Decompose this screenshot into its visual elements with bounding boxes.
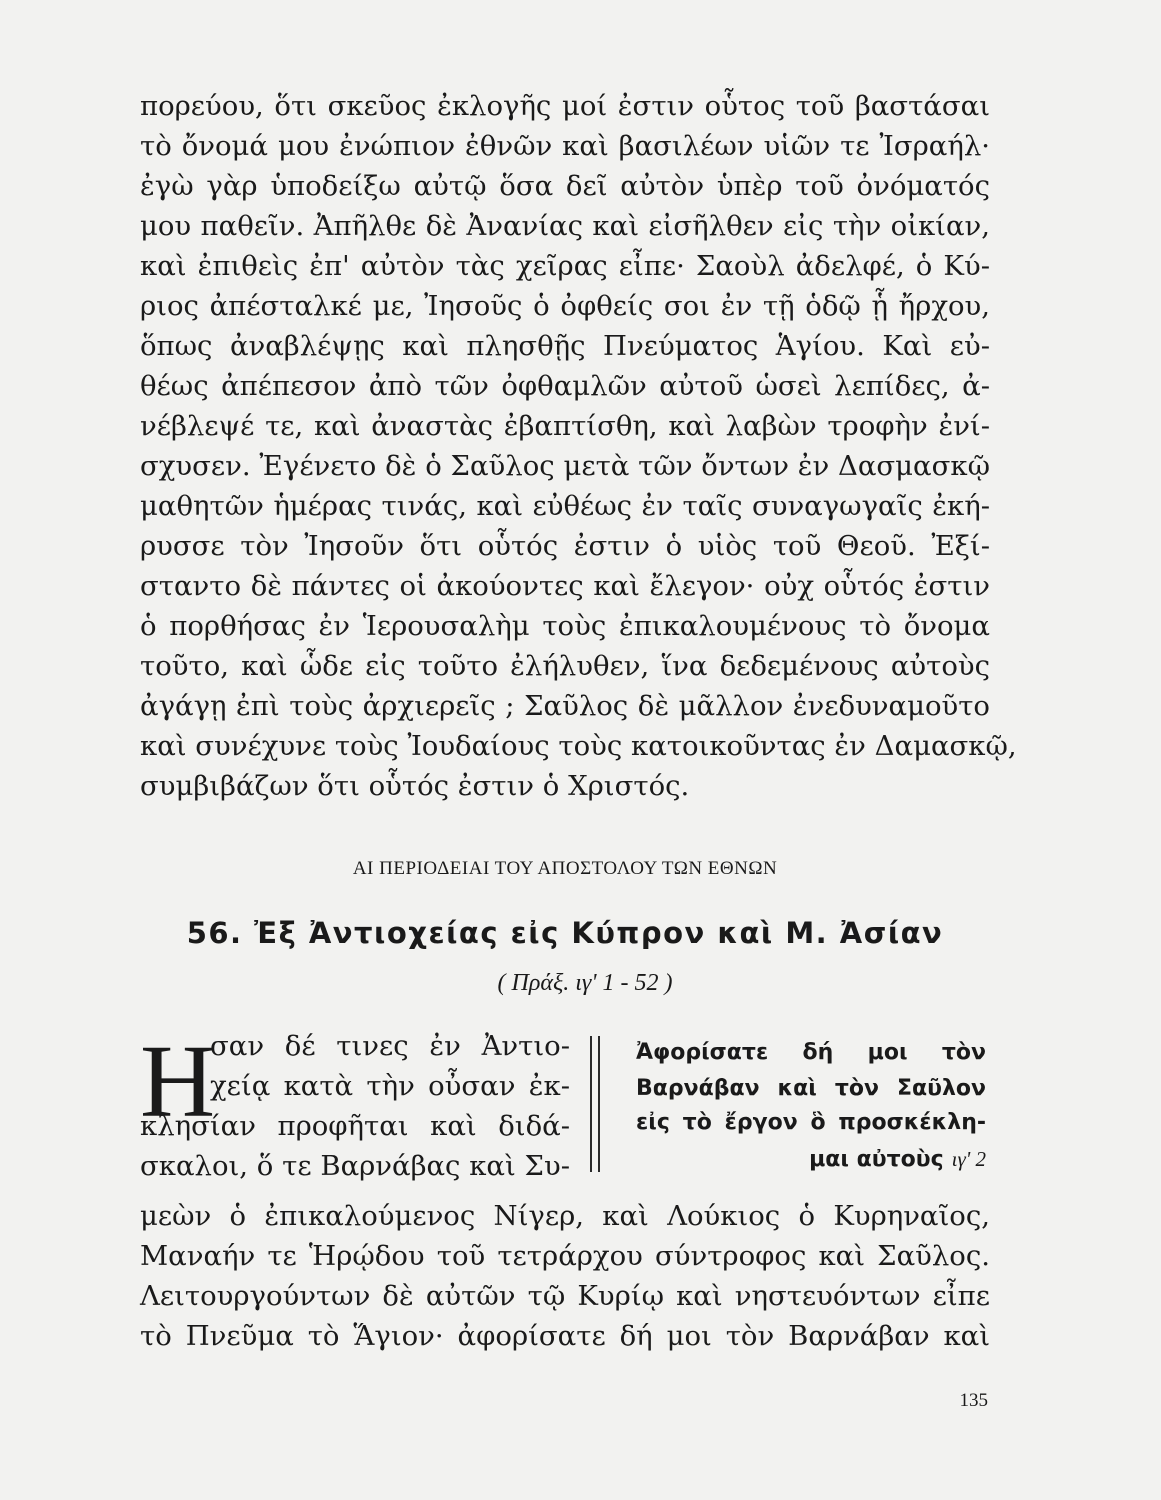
text-line: καὶ συνέχυνε τοὺς Ἰουδαίους τοὺς κατοικοῦντας ἐν Δαμασκῷ,	[140, 730, 1017, 762]
text-line: πορεύου, ὅτι σκεῦος ἐκλογῆς μοί ἐστιν οὗτος τοῦ βαστάσαι	[140, 90, 990, 122]
column-line: σκαλοι, ὅ τε Βαρνάβας καὶ Συ-	[140, 1150, 570, 1182]
text-line: σχυσεν. Ἐγένετο δὲ ὁ Σαῦλος μετὰ τῶν ὄντων ἐν Δασμασκῷ	[140, 450, 990, 482]
text-line: τὸ ὄνομά μου ἐνώπιον ἐθνῶν καὶ βασιλέων υἱῶν τε Ἰσραήλ·	[140, 130, 990, 162]
text-line: ὅπως ἀναβλέψῃς καὶ πλησθῇς Πνεύματος Ἁγίου. Καὶ εὐ-	[140, 330, 990, 362]
text-line: συμβιβάζων ὅτι οὗτός ἐστιν ὁ Χριστός.	[140, 770, 690, 802]
text-line: θέως ἀπέπεσον ἀπὸ τῶν ὀφθαμλῶν αὐτοῦ ὡσεὶ λεπίδες, ἀ-	[140, 370, 990, 402]
chapter-reference: ( Πράξ. ιγ' 1 - 52 )	[497, 970, 673, 996]
text-line: ρυσσε τὸν Ἰησοῦν ὅτι οὗτός ἐστιν ὁ υἱὸς τοῦ Θεοῦ. Ἐξί-	[140, 530, 990, 562]
text-line: ὁ πορθήσας ἐν Ἱερουσαλὴμ τοὺς ἐπικαλουμένους τὸ ὄνομα	[140, 610, 990, 642]
margin-rule	[598, 1036, 600, 1172]
key-verse-line: Βαρνάβαν καὶ τὸν Σαῦλον	[636, 1076, 986, 1101]
key-verse-reference: ιγ' 2	[951, 1147, 986, 1171]
key-verse-line: Ἀφορίσατε δή μοι τὸν	[636, 1040, 986, 1065]
key-verse-line: εἰς τὸ ἔργον ὃ προσκέκλη-	[636, 1110, 986, 1135]
text-line: μεὼν ὁ ἐπικαλούμενος Νίγερ, καὶ Λούκιος ὁ Κυρηναῖος,	[140, 1200, 990, 1232]
text-line: Μαναήν τε Ἡρῴδου τοῦ τετράρχου σύντροφος καὶ Σαῦλος.	[140, 1240, 990, 1272]
page-number: 135	[959, 1390, 988, 1411]
text-line: μου παθεῖν. Ἀπῆλθε δὲ Ἀνανίας καὶ εἰσῆλθεν εἰς τὴν οἰκίαν,	[140, 210, 990, 242]
column-line: κλησίαν προφῆται καὶ διδά-	[140, 1110, 570, 1142]
margin-rule	[590, 1036, 592, 1172]
text-line: ἀγάγῃ ἐπὶ τοὺς ἀρχιερεῖς ; Σαῦλος δὲ μᾶλλον ἐνεδυναμοῦτο	[140, 690, 990, 722]
text-line: ριος ἀπέσταλκέ με, Ἰησοῦς ὁ ὀφθείς σοι ἐν τῇ ὁδῷ ᾗ ἤρχου,	[140, 290, 990, 322]
text-line: μαθητῶν ἡμέρας τινάς, καὶ εὐθέως ἐν ταῖς συναγωγαῖς ἐκή-	[140, 490, 990, 522]
text-line: Λειτουργούντων δὲ αὐτῶν τῷ Κυρίῳ καὶ νηστευόντων εἶπε	[140, 1280, 990, 1312]
drop-cap: Η	[140, 1024, 216, 1139]
text-line: τοῦτο, καὶ ὧδε εἰς τοῦτο ἐλήλυθεν, ἵνα δεδεμένους αὐτοὺς	[140, 650, 990, 682]
text-line: σταντο δὲ πάντες οἱ ἀκούοντες καὶ ἔλεγον· οὐχ οὗτός ἐστιν	[140, 570, 990, 602]
text-line: νέβλεψέ τε, καὶ ἀναστὰς ἐβαπτίσθη, καὶ λαβὼν τροφὴν ἐνί-	[140, 410, 990, 442]
text-line: τὸ Πνεῦμα τὸ Ἅγιον· ἀφορίσατε δή μοι τὸν Βαρνάβαν καὶ	[140, 1320, 990, 1352]
text-line: καὶ ἐπιθεὶς ἐπ' αὐτὸν τὰς χεῖρας εἶπε· Σαοὺλ ἀδελφέ, ὁ Κύ-	[140, 250, 990, 282]
key-verse-line: μαι αὐτοὺς	[809, 1147, 944, 1172]
column-line: χείᾳ κατὰ τὴν οὖσαν ἐκ-	[210, 1070, 570, 1102]
chapter-title: 56. Ἐξ Ἀντιοχείας εἰς Κύπρον καὶ Μ. Ἀσίαν	[186, 916, 944, 950]
column-line: σαν δέ τινες ἐν Ἀντιο-	[210, 1030, 570, 1062]
section-heading: ΑΙ ΠΕΡΙΟΔΕΙΑΙ ΤΟΥ ΑΠΟΣΤΟΛΟΥ ΤΩΝ ΕΘΝΩΝ	[352, 858, 778, 879]
text-line: ἐγὼ γὰρ ὑποδείξω αὐτῷ ὅσα δεῖ αὐτὸν ὑπὲρ τοῦ ὀνόματός	[140, 170, 990, 202]
key-verse-last-line	[636, 1142, 986, 1177]
